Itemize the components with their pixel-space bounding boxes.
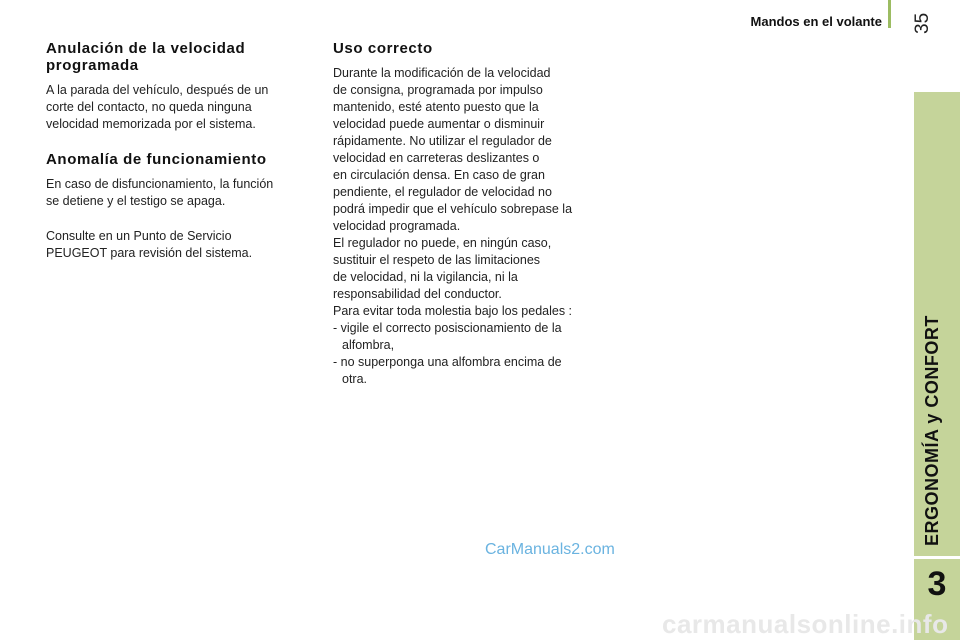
page-header-title: Mandos en el volante — [750, 14, 882, 29]
side-band-divider — [914, 556, 960, 559]
list-item-mat-overlap — [333, 354, 623, 388]
text-line: pendiente, el regulador de velocidad no — [333, 185, 552, 199]
text-line: El regulador no puede, en ningún caso, — [333, 236, 552, 250]
text-line: Para evitar toda molestia bajo los pedales : — [333, 304, 573, 318]
text-line: velocidad en carreteras deslizantes o — [333, 151, 540, 165]
text-line: mantenido, esté atento puesto que la — [333, 100, 539, 114]
page-number-text: 35 — [912, 12, 933, 34]
text-line: responsabilidad del conductor. — [333, 287, 502, 301]
list-item-mat-position — [333, 320, 623, 354]
text-line: en circulación densa. En caso de gran — [333, 168, 545, 182]
chapter-number: 3 — [927, 565, 947, 603]
text-line: - vigile el correcto posiscionamiento de la — [333, 321, 562, 335]
text-line: A la parada del vehículo, después de un — [46, 83, 269, 97]
paragraph-service — [46, 228, 291, 262]
header-accent-line — [888, 0, 891, 28]
text-line: Consulte en un Punto de Servicio — [46, 229, 232, 243]
heading-line: programada — [46, 57, 139, 74]
text-line: Durante la modificación de la velocidad — [333, 66, 551, 80]
text-line: de consigna, programada por impulso — [333, 83, 543, 97]
chapter-section-label: ERGONOMÍA y CONFORT — [922, 315, 942, 546]
left-column — [46, 40, 291, 262]
text-line: - no superponga una alfombra encima de — [333, 355, 562, 369]
text-line: corte del contacto, no queda ninguna — [46, 100, 252, 114]
footer-watermark: carmanualsonline.info — [662, 609, 949, 639]
text-line: podrá impedir que el vehículo sobrepase la — [333, 202, 573, 216]
page-number — [912, 0, 956, 34]
text-line: velocidad memorizada por el sistema. — [46, 117, 256, 131]
text-line: de velocidad, ni la vigilancia, ni la — [333, 270, 518, 284]
text-line: se detiene y el testigo se apaga. — [46, 194, 226, 208]
section-heading-speed-cancel — [46, 40, 291, 74]
text-line: En caso de disfuncionamiento, la función — [46, 177, 274, 191]
section-heading-malfunction: Anomalía de funcionamiento — [46, 151, 267, 168]
heading-line: Anulación de la velocidad — [46, 40, 246, 57]
text-line: velocidad puede aumentar o disminuir — [333, 117, 545, 131]
right-column — [333, 40, 623, 388]
text-line: velocidad programada. — [333, 219, 461, 233]
text-line: PEUGEOT para revisión del sistema. — [46, 246, 253, 260]
paragraph-speed-cancel — [46, 82, 291, 133]
paragraph-malfunction — [46, 176, 291, 210]
text-line: otra. — [342, 372, 368, 386]
text-line: alfombra, — [342, 338, 395, 352]
watermark-link[interactable]: CarManuals2.com — [485, 541, 615, 558]
text-line: rápidamente. No utilizar el regulador de — [333, 134, 552, 148]
text-line: sustituir el respeto de las limitaciones — [333, 253, 541, 267]
section-heading-correct-use: Uso correcto — [333, 40, 433, 57]
paragraph-correct-use — [333, 65, 623, 320]
